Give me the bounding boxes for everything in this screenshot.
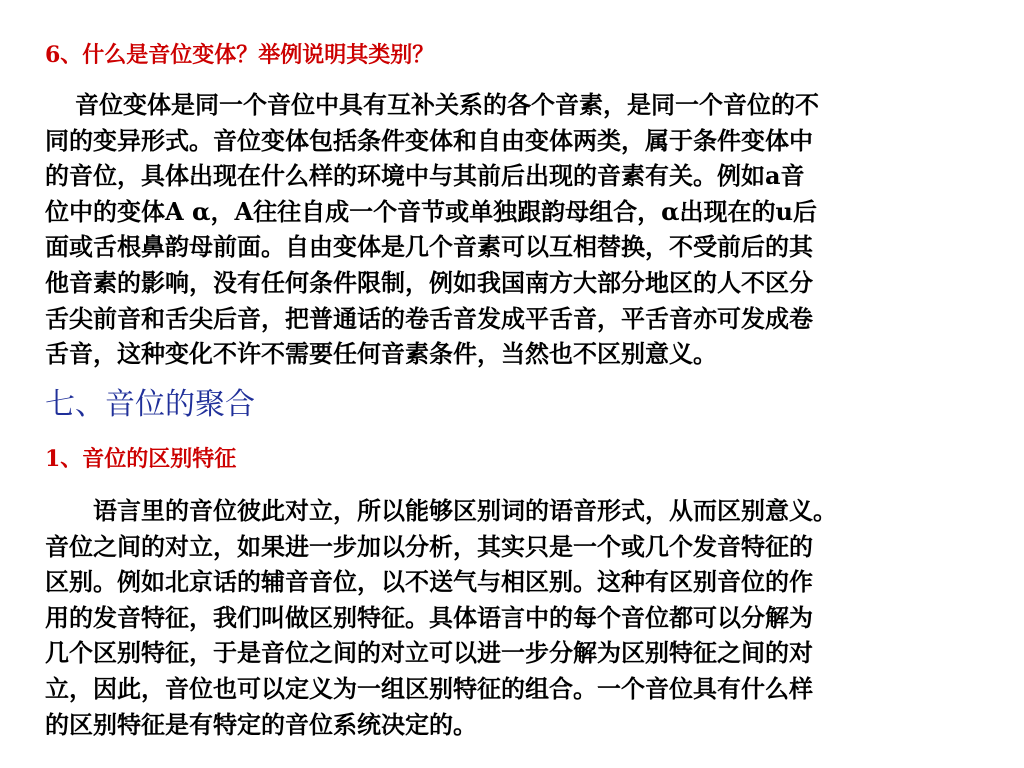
paragraph-line: 音位之间的对立，如果进一步加以分析，其实只是一个或几个发音特征的 bbox=[45, 531, 813, 561]
section-title: 七、音位的聚合 bbox=[45, 387, 255, 422]
answer-line: 面或舌根鼻韵母前面。自由变体是几个音素可以互相替换，不受前后的其 bbox=[45, 232, 813, 262]
subsection-heading: 1、音位的区别特征 bbox=[45, 446, 237, 472]
subsection-paragraph bbox=[45, 493, 975, 742]
paragraph-line: 区别。例如北京话的辅音音位，以不送气与相区别。这种有区别音位的作 bbox=[45, 567, 813, 597]
answer-line: 舌尖前音和舌尖后音，把普通话的卷舌音发成平舌音，平舌音亦可发成卷 bbox=[45, 303, 813, 333]
answer-line: 舌音，这种变化不许不需要任何音素条件，当然也不区别意义。 bbox=[45, 339, 717, 369]
answer-line: 音位变体是同一个音位中具有互补关系的各个音素，是同一个音位的不 bbox=[75, 90, 819, 119]
paragraph-line: 用的发音特征，我们叫做区别特征。具体语言中的每个音位都可以分解为 bbox=[45, 602, 813, 632]
paragraph-line: 几个区别特征，于是音位之间的对立可以进一步分解为区别特征之间的对 bbox=[45, 638, 813, 668]
paragraph-line: 语言里的音位彼此对立，所以能够区别词的语音形式，从而区别意义。 bbox=[93, 496, 837, 525]
answer-paragraph bbox=[45, 87, 975, 372]
paragraph-line: 立，因此，音位也可以定义为一组区别特征的组合。一个音位具有什么样 bbox=[45, 673, 813, 703]
answer-line: 位中的变体A α，A往往自成一个音节或单独跟韵母组合，α出现在的u后 bbox=[45, 196, 817, 226]
answer-line: 同的变异形式。音位变体包括条件变体和自由变体两类，属于条件变体中 bbox=[45, 125, 813, 155]
question-heading: 6、什么是音位变体？举例说明其类别？ bbox=[45, 42, 435, 68]
answer-line: 的音位，具体出现在什么样的环境中与其前后出现的音素有关。例如a音 bbox=[45, 161, 805, 191]
answer-line: 他音素的影响，没有任何条件限制，例如我国南方大部分地区的人不区分 bbox=[45, 267, 813, 297]
paragraph-line: 的区别特征是有特定的音位系统决定的。 bbox=[45, 709, 477, 739]
